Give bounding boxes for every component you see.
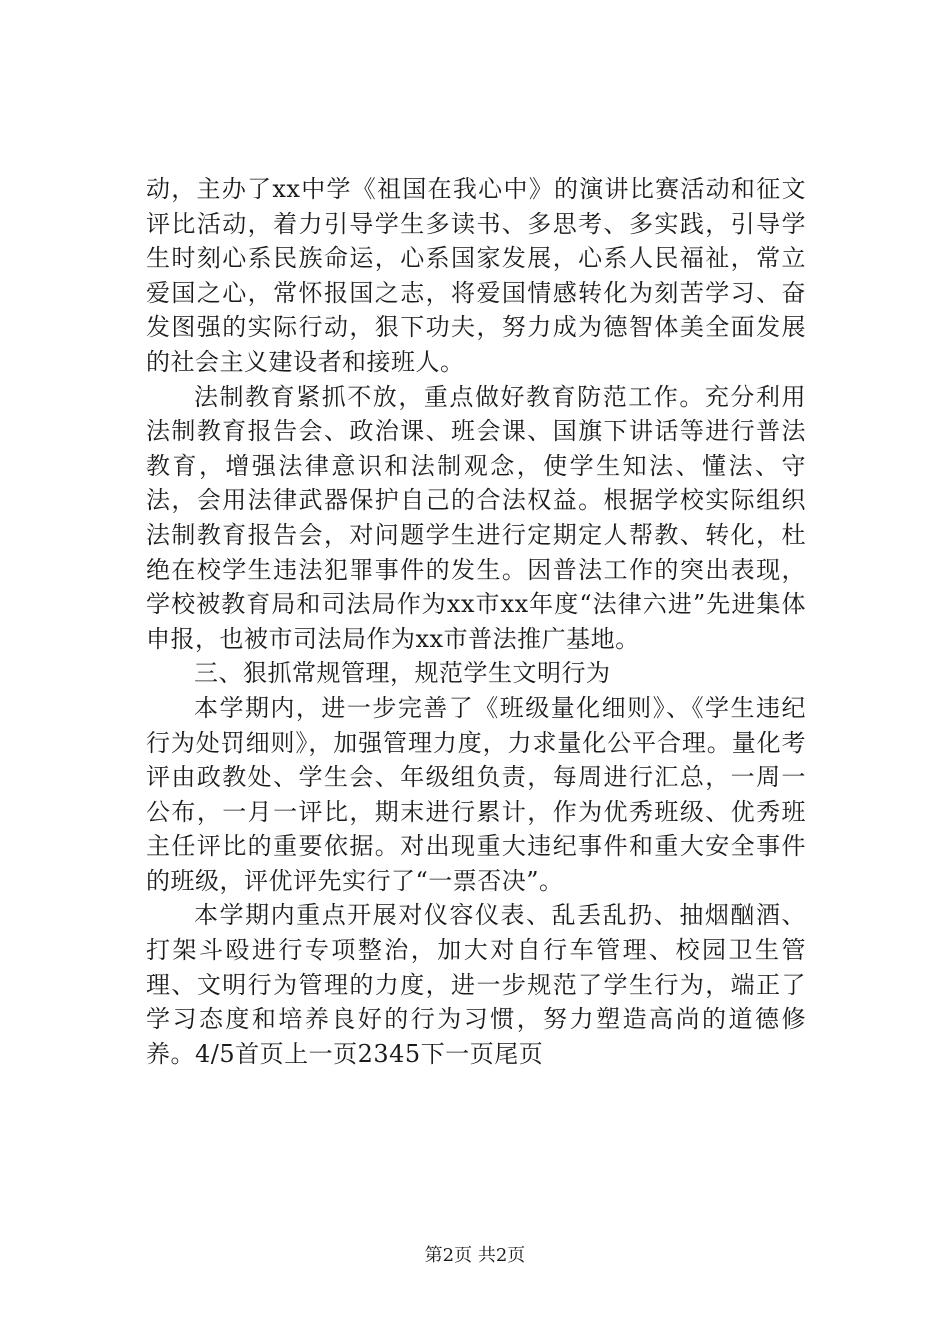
paragraph-special-rectification: 本学期内重点开展对仪容仪表、乱丢乱扔、抽烟酗酒、打架斗殴进行专项整治，加大对自行车管理、校园卫生管理、文明行为管理的力度，进一步规范了学生行为，端正了学习态度和培养良好的行为习惯，努力塑造高尚的道德修养。4/5首页上一页2345下一页尾页 — [146, 901, 806, 1068]
section-heading-routine-management: 三、狠抓常规管理，规范学生文明行为 — [194, 659, 611, 688]
paragraph-quantified-rules: 本学期内，进一步完善了《班级量化细则》、《学生违纪行为处罚细则》，加强管理力度，力求量化公平合理。量化考评由政教处、学生会、年级组负责，每周进行汇总，一周一公布，一月一评比，期末进行累计，作为优秀班级、优秀班主任评比的重要依据。对出现重大违纪事件和重大安全事件的班级，评优评先实行了“一票否决”。 — [146, 693, 806, 895]
paragraph-legal-education: 法制教育紧抓不放，重点做好教育防范工作。充分利用法制教育报告会、政治课、班会课、国旗下讲话等进行普法教育，增强法律意识和法制观念，使学生知法、懂法、守法，会用法律武器保护自己的合法权益。根据学校实际组织法制教育报告会，对问题学生进行定期定人帮教、转化，杜绝在校学生违法犯罪事件的发生。因普法工作的突出表现，学校被教育局和司法局作为xx市xx年度“法律六进”先进集体申报，也被市司法局作为xx市普法推广基地。 — [146, 382, 806, 653]
paragraph-patriotic-education: 动，主办了xx中学《祖国在我心中》的演讲比赛活动和征文评比活动，着力引导学生多读书、多思考、多实践，引导学生时刻心系民族命运，心系国家发展，心系人民福祉，常立爱国之心，常怀报国之志，将爱国情感转化为刻苦学习、奋发图强的实际行动，狠下功夫，努力成为德智体美全面发展的社会主义建设者和接班人。 — [146, 175, 806, 376]
page-number: 第2页 共2页 — [424, 1245, 526, 1266]
document-body — [146, 172, 806, 1071]
page-footer — [0, 1244, 950, 1268]
